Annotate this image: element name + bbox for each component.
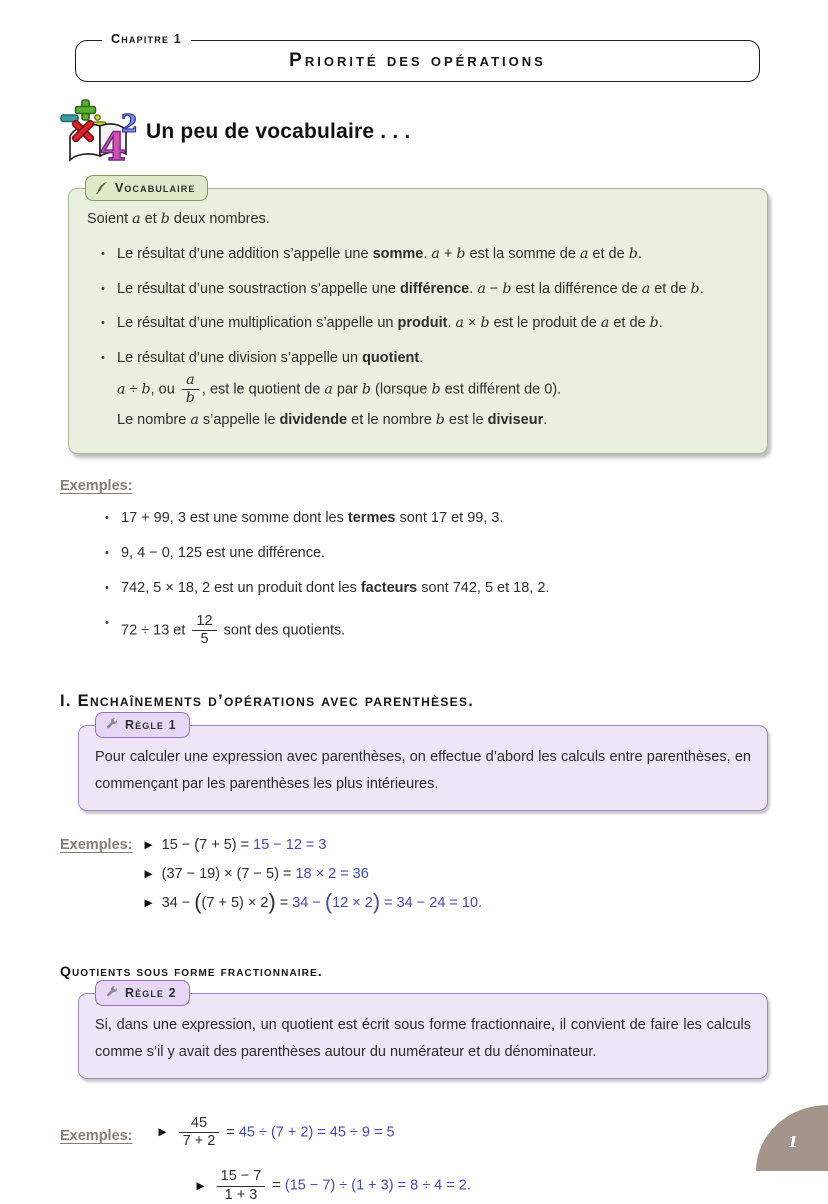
- page-number: 1: [787, 1133, 798, 1151]
- arrow-icon: ▶: [144, 896, 153, 909]
- example-line: ▶ (37 − 19) × (7 − 5) = 18 × 2 = 36: [144, 865, 369, 882]
- chapter-title: Priorité des opérations: [289, 50, 546, 71]
- rule-2-tab: [95, 980, 190, 1006]
- rule-2-box: [78, 985, 768, 1079]
- list-item: • 742, 5 × 18, 2 est un produit dont les facteurs sont 742, 5 et 18, 2.: [105, 578, 768, 600]
- rule-2-tab-label: Règle 2: [125, 985, 177, 1000]
- bullet-icon: •: [101, 247, 105, 260]
- chapter-label: Chapitre 1: [102, 32, 191, 46]
- list-item: • Le résultat d’une soustraction s’appelle une différence. a − b est la différence de a et de b.: [101, 279, 749, 301]
- bullet-icon: •: [101, 317, 105, 330]
- rule-2-text: Si, dans une expression, un quotient est écrit sous forme fractionnaire, il convient de faire les calculs comme s’il y avait des parenthèses autour du numérateur et du dénominateur.: [95, 1016, 751, 1060]
- section-1-heading: I. Enchaînements d’opérations avec parenthèses.: [60, 692, 475, 711]
- bullet-icon: •: [101, 282, 105, 295]
- list-item: • Le résultat d’une addition s’appelle une somme. a + b est la somme de a et de b.: [101, 244, 749, 266]
- vocabulary-heading-row: [60, 98, 768, 166]
- bullet-icon: •: [105, 512, 109, 525]
- svg-text:4: 4: [100, 124, 127, 166]
- list-item: • 17 + 99, 3 est une somme dont les termes sont 17 et 99, 3.: [105, 508, 768, 530]
- list-item: • Le résultat d’une multiplication s’appelle un produit. a × b est le produit de a et de b.: [101, 313, 749, 335]
- rule-1-text: Pour calculer une expression avec parenthèses, on effectue d’abord les calculs entre parenthèses, en commençant par les parenthèses les plus intérieures.: [95, 749, 751, 793]
- example-line: ▶ 15 − (7 + 5) = 15 − 12 = 3: [144, 836, 327, 853]
- bullet-icon: •: [105, 616, 109, 629]
- list-item: • 9, 4 − 0, 125 est une différence.: [105, 543, 768, 565]
- examples-block-1: [60, 478, 768, 648]
- svg-text:2: 2: [121, 109, 138, 138]
- wrench-icon: [105, 986, 119, 1000]
- bullet-icon: •: [105, 581, 109, 594]
- vocab-list: [87, 244, 749, 434]
- example-line: ▶ 34 − ((7 + 5) × 2) = 34 − (12 × 2) = 34 − 24 = 10.: [144, 888, 483, 914]
- arrow-icon: ▶: [144, 838, 153, 851]
- bullet-icon: •: [101, 352, 105, 364]
- rule-1-tab-label: Règle 1: [125, 718, 177, 733]
- examples-block-3: [60, 1115, 768, 1204]
- rule-1-tab: [95, 712, 190, 738]
- page-title: Un peu de vocabulaire . . .: [146, 120, 411, 143]
- example-line: ▶ $\frac{45}{7 + 2}$ = 45 ÷ (7 + 2) = 45 ÷ 9 = 5: [158, 1114, 395, 1149]
- math-book-icon: [60, 98, 138, 166]
- vocabulary-box: [68, 181, 768, 454]
- examples-label: Exemples:: [60, 1127, 133, 1144]
- section-2-heading: Quotients sous forme fractionnaire.: [60, 962, 323, 979]
- list-item: • 72 ÷ 13 et $\frac{12}{5}$ sont des quotients.: [105, 612, 346, 647]
- examples-label: Exemples:: [60, 836, 133, 853]
- vocab-intro: Soient a et b deux nombres.: [87, 211, 270, 227]
- examples-label: Exemples:: [60, 478, 133, 495]
- list-item: • Le résultat d’une division s’appelle un quotient. a ÷ b, ou $\frac{a}{b}$ , est le quotient de a par b (lorsque b est différent de 0). Le nombre a s’appelle le dividende et le nombre b est le diviseur.: [101, 348, 749, 433]
- examples-block-2: [60, 836, 768, 914]
- arrow-icon: ▶: [144, 867, 153, 880]
- vocabulary-tab: [85, 175, 208, 201]
- bullet-icon: •: [105, 547, 109, 560]
- chapter-header-box: [75, 32, 760, 82]
- example-line: ▶ $\frac{15 - 7}{1 + 3}$ = (15 − 7) ÷ (1 + 3) = 8 ÷ 4 = 2.: [196, 1168, 471, 1203]
- wrench-icon: [105, 718, 119, 732]
- quill-icon: [95, 181, 109, 195]
- arrow-icon: ▶: [158, 1126, 167, 1139]
- vocabulary-tab-label: Vocabulaire: [115, 181, 196, 195]
- rule-1-box: [78, 718, 768, 811]
- arrow-icon: ▶: [196, 1180, 205, 1193]
